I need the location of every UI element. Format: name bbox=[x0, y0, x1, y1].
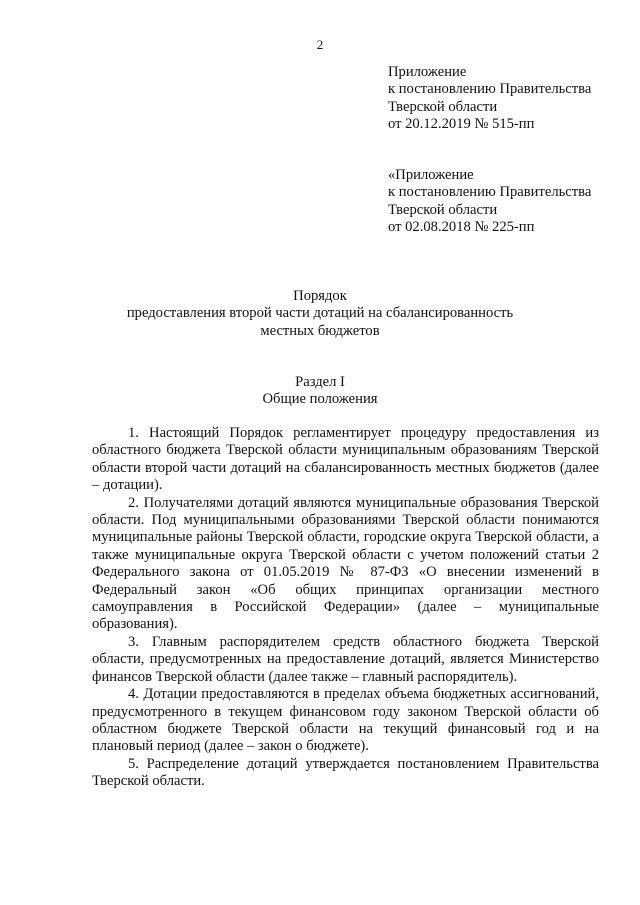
paragraph: 1. Настоящий Порядок регламентирует процедуру предоставления из областного бюджета Тверской области муниципальным образованиям Тверской области второй части дотаций на сбалансированность местных бюджетов (далее – дотации). bbox=[92, 425, 599, 494]
document-title bbox=[0, 288, 640, 340]
appendix-line: Тверской области bbox=[388, 201, 498, 218]
document-title-line: Порядок bbox=[293, 288, 347, 304]
section-number: Раздел I bbox=[295, 374, 345, 390]
section-heading: Общие положения bbox=[262, 391, 378, 408]
appendix-line: Тверской области bbox=[388, 98, 498, 115]
appendix-line: «Приложение bbox=[388, 167, 474, 183]
paragraph: 3. Главным распорядителем средств областного бюджета Тверской области, предусмотренных на предоставление дотаций, является Министерство финансов Тверской области (далее также – главный распорядитель). bbox=[92, 633, 599, 685]
appendix-line: Приложение bbox=[388, 64, 467, 80]
appendix-reference-current bbox=[388, 64, 628, 134]
appendix-line: от 02.08.2018 № 225-пп bbox=[388, 219, 535, 236]
paragraph: 2. Получателями дотаций являются муниципальные образования Тверской области. Под муниципальными образованиями Тверской области понимаются муниципальные районы Тверской области, городские округа Тверской области, а также муниципальные округа Тверской области с учетом положений статьи 2 Федерального закона от 01.05.2019 № 87-ФЗ «О внесении изменений в Федеральный закон «Об общих принципах организации местного самоуправления в Российской Федерации» (далее – муниципальные образования). bbox=[92, 494, 599, 633]
appendix-line: к постановлению Правительства bbox=[388, 184, 592, 201]
document-title-line: предоставления второй части дотаций на сбалансированность bbox=[126, 305, 514, 322]
appendix-line: от 20.12.2019 № 515-пп bbox=[388, 116, 535, 133]
document-title-line: местных бюджетов bbox=[260, 322, 380, 339]
section-header bbox=[0, 374, 640, 409]
paragraph: 4. Дотации предоставляются в пределах объема бюджетных ассигнований, предусмотренного в текущем финансовом году законом Тверской области об областном бюджете Тверской области на текущий финансовый год и на плановый период (далее – закон о бюджете). bbox=[92, 686, 599, 755]
appendix-reference-previous bbox=[388, 167, 628, 237]
page-number: 2 bbox=[316, 37, 324, 52]
appendix-line: к постановлению Правительства bbox=[388, 81, 592, 98]
document-body bbox=[92, 425, 599, 791]
paragraph: 5. Распределение дотаций утверждается постановлением Правительства Тверской области. bbox=[92, 755, 599, 790]
